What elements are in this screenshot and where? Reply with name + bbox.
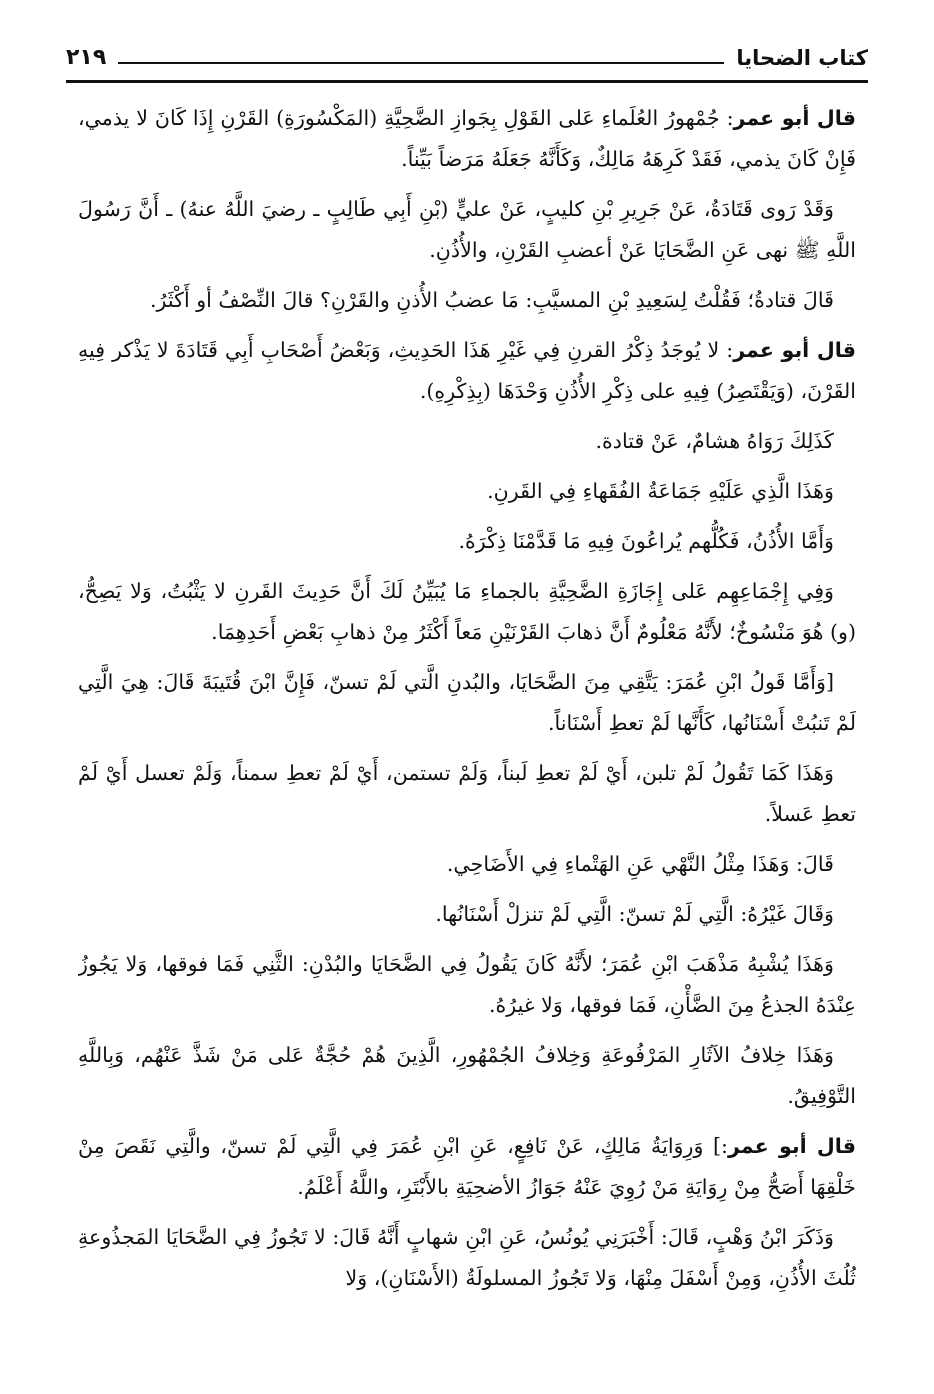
speaker-label: قال أبو عمر [733,106,856,130]
paragraph-text: :] وَرِوَايَةُ مَالِكٍ، عَنْ نَافِعٍ، عَنِ ابْنِ عُمَرَ فِي الَّتِي لَمْ تسنّ، والَّتِي نَقَصَ مِنْ خَلْقِهَا أَصَحُّ مِنْ رِوَايَةِ مَنْ رُوِيَ عَنْهُ جَوَازُ الأضحِيَةِ بالأَبْتَرِ، واللَّهُ أَعْلَمُ. [78,1134,856,1199]
running-head [66,36,868,76]
paragraph-text: وَهَذَا كَمَا تَقُولُ لَمْ تلبن، أَيْ لَمْ تعطِ لَبناً، وَلَمْ تستمن، أَيْ لَمْ تعطِ سمناً، وَلَمْ تعسل أَيْ لَمْ تعطِ عَسلاً. [78,761,856,826]
paragraph-text: وَفِي إِجْمَاعِهِم عَلى إِجَازَةِ الضَّحِيَّةِ بالجماءِ مَا يُبَيِّنُ لَكَ أَنَّ حَدِيثَ القَرنِ لا يَثْبُتُ، وَلا يَصِحُّ، (و) هُوَ مَنْسُوخٌ؛ لأَنَّهُ مَعْلُومٌ أَنَّ ذهابَ القَرْنَيْنِ مَعاً أَكْثَرُ مِنْ ذهابِ بَعْضِ أَحَدِهِمَا. [78,579,856,644]
page-number: ٢١٩ [66,45,107,70]
paragraph-text: وَهَذَا الَّذِي عَلَيْهِ جَمَاعَةُ الفُقَهاءِ فِي القَرنِ. [487,479,834,503]
paragraph [78,662,856,744]
paragraph [78,280,856,321]
paragraph [78,944,856,1026]
paragraph-text: وَهَذَا خِلافُ الآثَارِ المَرْفُوعَةِ وَخِلافُ الجُمْهُورِ، الَّذِينَ هُمْ حُجَّةٌ عَلى مَنْ شَذَّ عَنْهُم، وَبِاللَّهِ التَّوْفِيقُ. [78,1043,856,1108]
paragraph-text: : جُمْهورُ العُلَماءِ عَلى القَوْلِ بِجَوازِ الضَّحِيَّةِ (المَكْسُورَةِ) القَرْنِ إِذَا كَانَ لا يذمي، فَإِنْ كَانَ يذمي، فَقَدْ كَرِهَهُ مَالِكٌ، وَكَأَنَّهُ جَعَلَهُ مَرَضاً بَيِّناً. [78,106,856,171]
paragraph-text: كَذَلِكَ رَوَاهُ هشامٌ، عَنْ قتادة. [595,429,834,453]
paragraph-text: [وَأَمَّا قَولُ ابْنِ عُمَرَ: يَتَّقِي مِنَ الضَّحَايَا، والبُدنِ الَّتي لَمْ تسنّ، فَإِنَّ ابْنَ قُتَيبَةَ قَالَ: هِيَ الَّتِي لَمْ تَنبُتْ أَسْنَانُها، كَأَنَّها لَمْ تعطِ أَسْنَاناً. [78,670,856,735]
paragraph-text: : لا يُوجَدُ ذِكْرُ القرنِ فِي غَيْرِ هَذَا الحَدِيثِ، وَبَعْضُ أَصْحَابِ أَبِي قَتَادَةَ لا يَذْكر فِيهِ القَرْنَ، (وَيَقْتَصِرُ) فِيهِ على ذِكْرِ الأُذُنِ وَحْدَهَا (بِذِكْرِهِ). [78,338,856,403]
paragraph [78,471,856,512]
paragraph [78,330,856,412]
paragraph [78,894,856,935]
paragraph [78,753,856,835]
text-body [78,98,856,1386]
paragraph [78,98,856,180]
paragraph [78,1217,856,1299]
header-divider [66,80,868,83]
speaker-label: قال أبو عمر [728,1134,856,1158]
paragraph [78,521,856,562]
book-title: كتاب الضحايا [736,46,868,70]
speaker-label: قال أبو عمر [733,338,856,362]
paragraph-text: وَقَالَ غَيْرُهُ: الَّتِي لَمْ تسنّ: الَّتِي لَمْ تنزلْ أَسْنَانُها. [435,902,834,926]
header-rule [118,62,724,64]
paragraph-text: وَقَدْ رَوى قَتَادَةُ، عَنْ جَرِيرِ بْنِ كليبٍ، عَنْ عليٍّ (بْنِ أَبِي طَالِبٍ ـ رضيَ اللَّهُ عنهُ) ـ أَنَّ رَسُولَ اللَّهِ ﷺ نهى عَنِ الضَّحَايَا عَنْ أعضبِ القَرْنِ، والأُذُنِ. [78,197,856,262]
paragraph-text: وَأَمَّا الأُذُنُ، فَكُلُّهم يُراعُونَ فِيهِ مَا قَدَّمْنَا ذِكْرَهُ. [458,529,834,553]
paragraph-text: وَهَذَا يُشْبِهُ مَذْهَبَ ابْنِ عُمَرَ؛ لأَنَّهُ كَانَ يَقُولُ فِي الضَّحَايَا والبُدْنِ: الثَّنِي فَمَا فوقها، وَلا يَجُوزُ عِنْدَهُ الجذعُ مِنَ الضَّأْنِ، فَمَا فوقها، وَلا غيرُهُ. [78,952,856,1017]
paragraph [78,189,856,271]
paragraph [78,1126,856,1208]
paragraph-text: وَذَكَرَ ابْنُ وَهْبٍ، قَالَ: أَخْبَرَنِي يُونُسُ، عَنِ ابْنِ شهابٍ أَنَّهُ قَالَ: لا تَجُوزُ فِي الضَّحَايَا المَجذُوعةِ ثُلُثَ الأُذُنِ، وَمِنْ أَسْفَلَ مِنْهَا، وَلا تَجُوزُ المسلولَةُ (الأَسْنَانِ)، وَلا [78,1225,856,1290]
paragraph-text: قَالَ قتادةُ؛ فَقُلْتُ لِسَعِيدِ بْنِ المسيَّبِ: مَا عضبُ الأُذنِ والقَرْنِ؟ قالَ النِّصْفُ أو أَكْثَرُ. [150,288,834,312]
paragraph [78,571,856,653]
paragraph [78,421,856,462]
paragraph-text: قَالَ: وَهَذَا مِثْلُ النَّهْي عَنِ الهَتْماءِ فِي الأَضَاحِي. [446,852,834,876]
paragraph [78,1035,856,1117]
paragraph [78,844,856,885]
